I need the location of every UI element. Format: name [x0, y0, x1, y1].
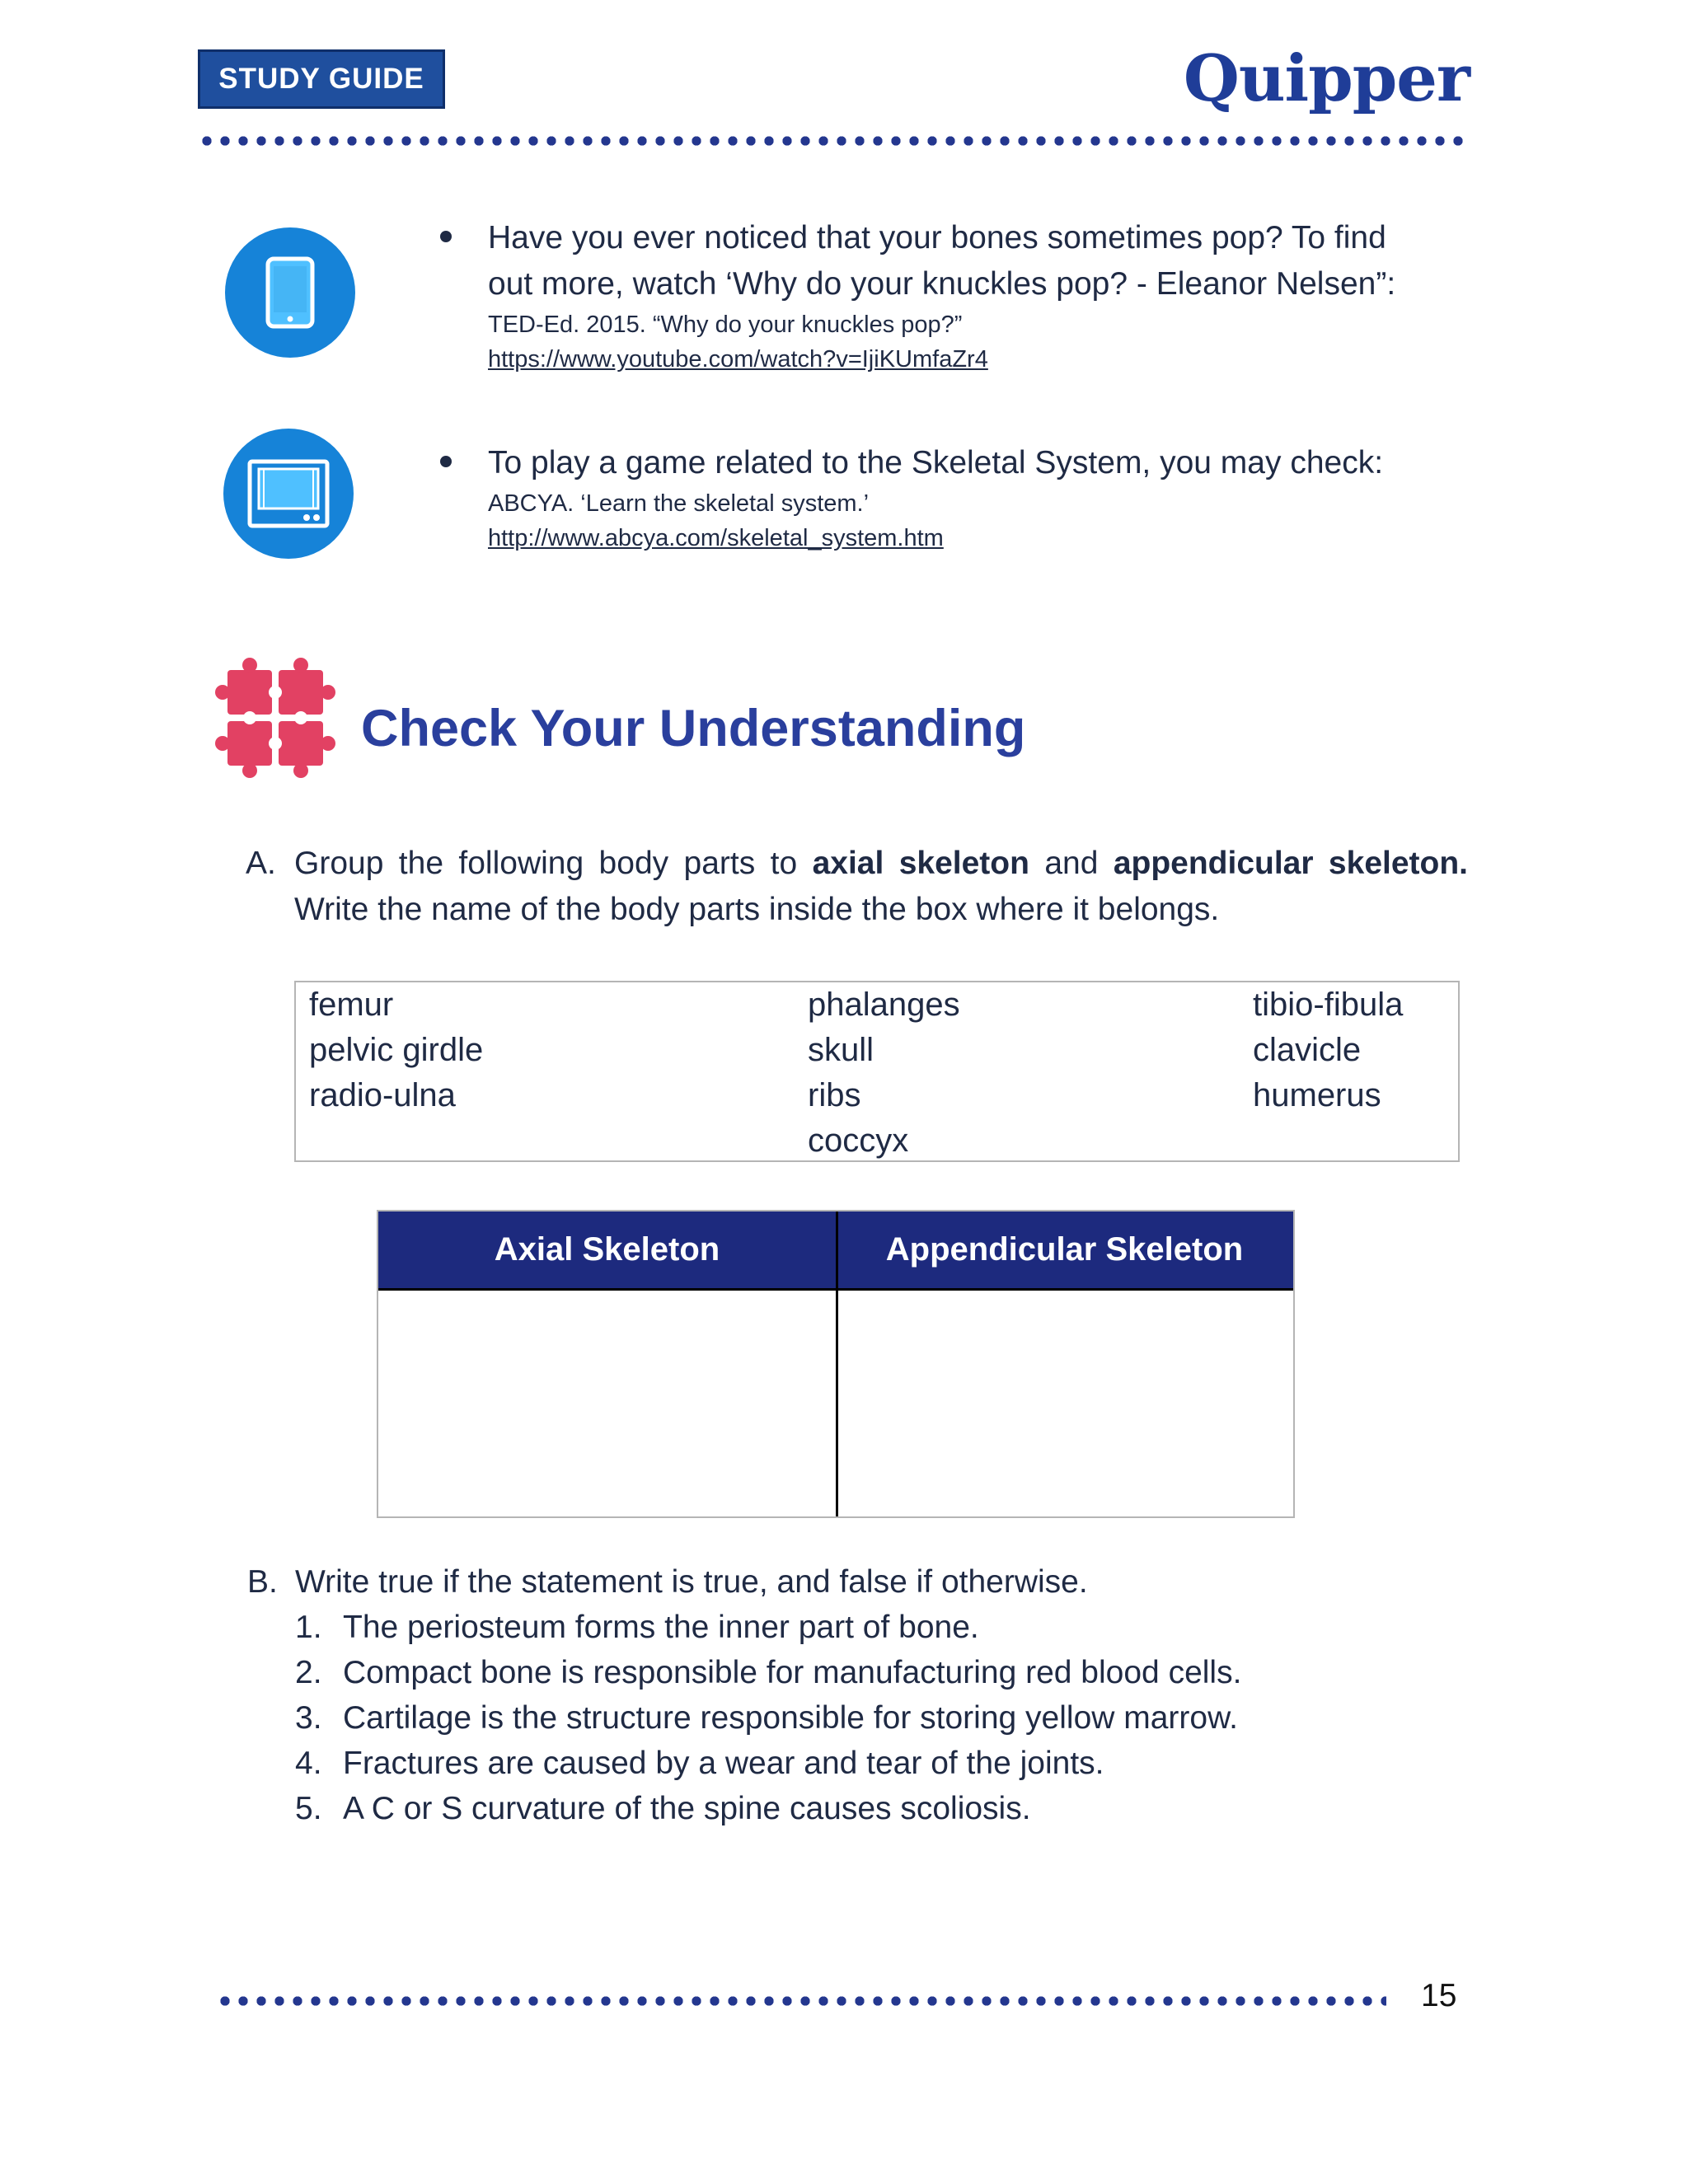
word-item: femur [309, 987, 394, 1023]
bottom-dotted-divider [216, 1996, 1386, 2006]
part-a-text-1: Group the following body parts to [294, 846, 813, 881]
item-number: 4. [295, 1746, 322, 1781]
item-text: Cartilage is the structure responsible for storing yellow marrow. [343, 1700, 1238, 1736]
item-number: 5. [295, 1791, 322, 1826]
word-column-3 [1253, 982, 1403, 1118]
tablet-icon [225, 227, 355, 358]
game-line-1: To play a game related to the Skeletal System, you may check: [488, 445, 1384, 480]
appendicular-term: appendicular skeleton. [1113, 846, 1468, 881]
word-item: clavicle [1253, 1032, 1362, 1068]
item-text: A C or S curvature of the spine causes scoliosis. [343, 1791, 1031, 1826]
appendicular-skeleton-header: Appendicular Skeleton [885, 1231, 1244, 1268]
monitor-icon [223, 429, 354, 559]
video-resource [488, 215, 1477, 377]
part-b [247, 1559, 1241, 1831]
game-link[interactable]: http://www.abcya.com/skeletal_system.htm [488, 525, 944, 551]
item-number: 2. [295, 1655, 322, 1690]
list-item [247, 1650, 1241, 1695]
bullet-dot [440, 231, 452, 242]
list-item [247, 1695, 1241, 1741]
part-b-label: B. [247, 1564, 278, 1600]
axial-term: axial skeleton [812, 846, 1029, 881]
study-guide-badge: STUDY GUIDE [198, 49, 445, 109]
part-a-text-2: and [1029, 846, 1114, 881]
bullet-dot [440, 456, 452, 467]
skeleton-table [377, 1210, 1295, 1518]
part-b-instruction-row [247, 1559, 1241, 1605]
list-item [247, 1605, 1241, 1650]
axial-skeleton-header: Axial Skeleton [494, 1231, 720, 1268]
part-a-label: A. [246, 846, 276, 881]
list-item [247, 1741, 1241, 1786]
part-b-instruction: Write true if the statement is true, and false if otherwise. [295, 1564, 1088, 1600]
axial-answer-cell[interactable] [378, 1291, 836, 1516]
word-item: skull [808, 1032, 874, 1068]
game-citation: ABCYA. ‘Learn the skeletal system.’ [488, 490, 870, 517]
part-a-text-3: Write the name of the body parts inside the box where it belongs. [294, 892, 1220, 927]
video-line-2: out more, watch ‘Why do your knuckles pop? - Eleanor Nelsen”: [488, 266, 1396, 302]
word-bank [294, 981, 1460, 1162]
word-item: humerus [1253, 1077, 1381, 1113]
brand-logo: Quipper [1183, 41, 1470, 116]
top-dotted-divider [198, 136, 1470, 146]
section-title: Check Your Understanding [361, 700, 1026, 757]
word-column-2 [808, 982, 960, 1164]
word-item: ribs [808, 1077, 861, 1113]
word-item: coccyx [808, 1122, 909, 1159]
item-number: 3. [295, 1700, 322, 1736]
item-text: Fractures are caused by a wear and tear of the joints. [343, 1746, 1104, 1781]
word-item: phalanges [808, 987, 960, 1023]
item-number: 1. [295, 1610, 322, 1645]
game-resource [488, 440, 1477, 555]
puzzle-icon [213, 655, 338, 780]
item-text: The periosteum forms the inner part of bone. [343, 1610, 979, 1645]
word-item: tibio-fibula [1253, 987, 1404, 1023]
list-item [247, 1786, 1241, 1831]
page-number: 15 [1421, 1978, 1457, 2013]
part-a-instruction [294, 841, 1468, 933]
video-line-1: Have you ever noticed that your bones sometimes pop? To find [488, 220, 1386, 255]
video-citation: TED-Ed. 2015. “Why do your knuckles pop?” [488, 312, 963, 338]
video-link[interactable]: https://www.youtube.com/watch?v=IjiKUmfaZr4 [488, 346, 988, 373]
word-item: pelvic girdle [309, 1032, 484, 1068]
item-text: Compact bone is responsible for manufacturing red blood cells. [343, 1655, 1242, 1690]
word-item: radio-ulna [309, 1077, 456, 1113]
word-column-1 [309, 982, 483, 1118]
appendicular-answer-cell[interactable] [838, 1291, 1293, 1516]
